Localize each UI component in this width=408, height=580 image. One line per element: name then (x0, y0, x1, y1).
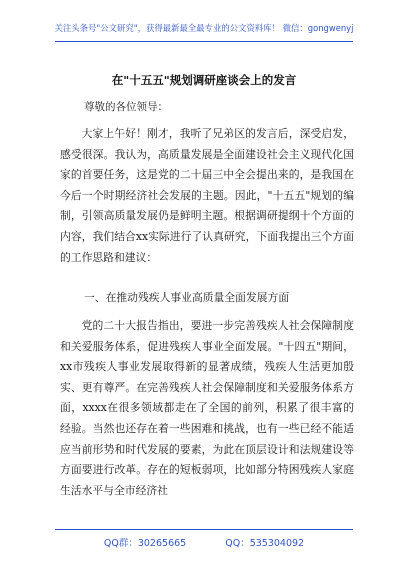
header-divider (55, 41, 353, 42)
section-heading: 一、在推动残疾人事业高质量全面发展方面 (84, 291, 290, 304)
footer-qq-group: QQ群：30265665 (103, 538, 187, 549)
footer-qq: QQ：535304092 (225, 538, 305, 549)
body-paragraph-1: 大家上午好！刚才，我听了兄弟区的发言后，深受启发，感受很深。我认为，高质量发展是全面建设社会主义现代化国家的首要任务，这是党的二十届三中全会提出来的，是我国在今后一个时期经济社会发展的主题。因此，"十五五"规划的编制，引领高质量发展仍是鲜明主题。根据调研提纲十个方面的内容，我们结合xx实际进行了认真研究，下面我提出三个方面的工作思路和建议： (60, 127, 354, 264)
footer-divider (55, 529, 353, 530)
header-banner: 关注头条号"公文研究"，获得最新最全最专业的公文资料库！ 微信：gongwenyj (54, 23, 354, 33)
body-paragraph-2: 党的二十大报告指出，要进一步完善残疾人社会保障制度和关爱服务体系，促进残疾人事业全面发展。"十四五"期间，xx市残疾人事业发展取得新的显著成绩，残疾人生活更加殷实、更有尊严。在完善残疾人社会保障制度和关爱服务体系方面，xxxx在很多领域都走在了全国的前列，积累了很丰富的经验。当然也还存在着一些困难和挑战，也有一些已经不能适应当前形势和时代发展的要素，为此在顶层设计和法规建设等方面要进行改革。存在的短板弱项，比如部分特困残疾人家庭生活水平与全市经济社 (60, 319, 354, 497)
salutation: 尊敬的各位领导： (84, 101, 168, 113)
footer (0, 535, 408, 549)
document-title: 在"十五五"规划调研座谈会上的发言 (111, 73, 297, 87)
